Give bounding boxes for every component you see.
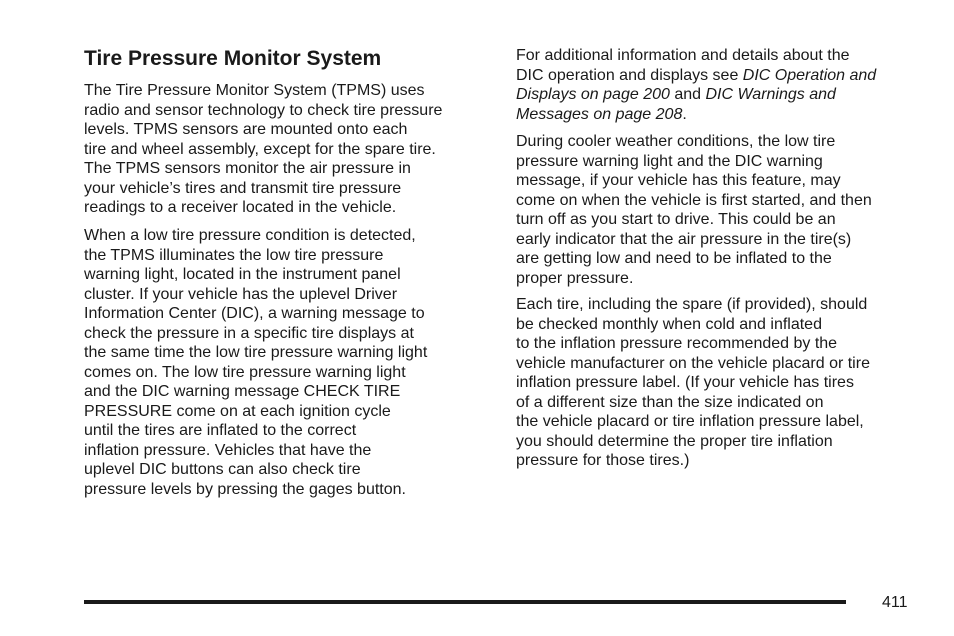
text-line: until the tires are inflated to the correct xyxy=(84,422,357,439)
text-line: inflation pressure. Vehicles that have the xyxy=(84,441,372,459)
text-line xyxy=(516,66,876,86)
text-line: readings to a receiver located in the vehicle. xyxy=(84,199,397,216)
text-line: be checked monthly when cold and inflated xyxy=(516,315,822,333)
text-line: check the pressure in a specific tire displays at xyxy=(84,324,414,342)
text-line: PRESSURE come on at each ignition cycle xyxy=(84,402,391,420)
cooler-weather-paragraph xyxy=(516,132,872,288)
text-segment: DIC operation and displays see xyxy=(516,66,743,84)
low-pressure-paragraph xyxy=(84,226,427,499)
dic-warnings-reference-page: Messages on page 208 xyxy=(516,105,683,123)
footer-rule xyxy=(84,600,846,604)
text-line: radio and sensor technology to check tire pressure xyxy=(84,101,443,119)
text-line: early indicator that the air pressure in the tire(s) xyxy=(516,230,852,248)
text-line: pressure warning light and the DIC warning xyxy=(516,152,823,170)
text-line: The Tire Pressure Monitor System (TPMS) uses xyxy=(84,82,425,99)
text-line: When a low tire pressure condition is detected, xyxy=(84,227,416,244)
text-line: uplevel DIC buttons can also check tire xyxy=(84,461,361,478)
text-line: vehicle manufacturer on the vehicle placard or tire xyxy=(516,354,870,372)
text-line: the same time the low tire pressure warning light xyxy=(84,344,428,361)
text-line: Each tire, including the spare (if provided), should xyxy=(516,296,868,313)
text-line: the vehicle placard or tire inflation pressure label, xyxy=(516,413,864,430)
text-line: you should determine the proper tire inflation xyxy=(516,432,833,450)
text-line: Information Center (DIC), a warning message to xyxy=(84,305,425,322)
text-segment: and xyxy=(669,86,706,103)
text-line: During cooler weather conditions, the low tire xyxy=(516,133,836,150)
text-line: cluster. If your vehicle has the uplevel Driver xyxy=(84,285,398,303)
text-line: The TPMS sensors monitor the air pressure in xyxy=(84,160,411,177)
text-line: of a different size than the size indicated on xyxy=(516,393,824,411)
monthly-check-paragraph xyxy=(516,295,870,471)
text-line: and the DIC warning message CHECK TIRE xyxy=(84,383,401,400)
page-number: 411 xyxy=(882,594,908,611)
text-line: levels. TPMS sensors are mounted onto each xyxy=(84,121,408,138)
text-line: For additional information and details about the xyxy=(516,47,850,64)
text-line: message, if your vehicle has this feature, may xyxy=(516,172,841,189)
text-line: turn off as you start to drive. This could be an xyxy=(516,211,836,228)
text-line: proper pressure. xyxy=(516,269,634,287)
text-line: to the inflation pressure recommended by the xyxy=(516,335,838,352)
text-line: come on when the vehicle is first started, and then xyxy=(516,191,872,209)
section-title: Tire Pressure Monitor System xyxy=(84,47,382,70)
text-segment: . xyxy=(682,105,687,123)
dic-reference-paragraph xyxy=(516,46,876,124)
text-line: tire and wheel assembly, except for the spare tire. xyxy=(84,140,436,158)
text-line: the TPMS illuminates the low tire pressure xyxy=(84,246,384,264)
text-line: pressure levels by pressing the gages button. xyxy=(84,480,406,498)
dic-operation-reference: DIC Operation and xyxy=(742,66,877,84)
text-line: pressure for those tires.) xyxy=(516,452,690,469)
text-line: warning light, located in the instrument panel xyxy=(84,266,401,283)
intro-paragraph xyxy=(84,81,442,218)
dic-warnings-reference: DIC Warnings and xyxy=(705,86,836,103)
text-line xyxy=(516,85,876,105)
text-line: inflation pressure label. (If your vehicle has tires xyxy=(516,374,854,391)
text-line: your vehicle’s tires and transmit tire pressure xyxy=(84,179,402,197)
text-line xyxy=(516,105,876,125)
dic-operation-reference-page: Displays on page 200 xyxy=(516,86,670,103)
text-line: comes on. The low tire pressure warning light xyxy=(84,363,406,381)
text-line: are getting low and need to be inflated to the xyxy=(516,250,832,267)
